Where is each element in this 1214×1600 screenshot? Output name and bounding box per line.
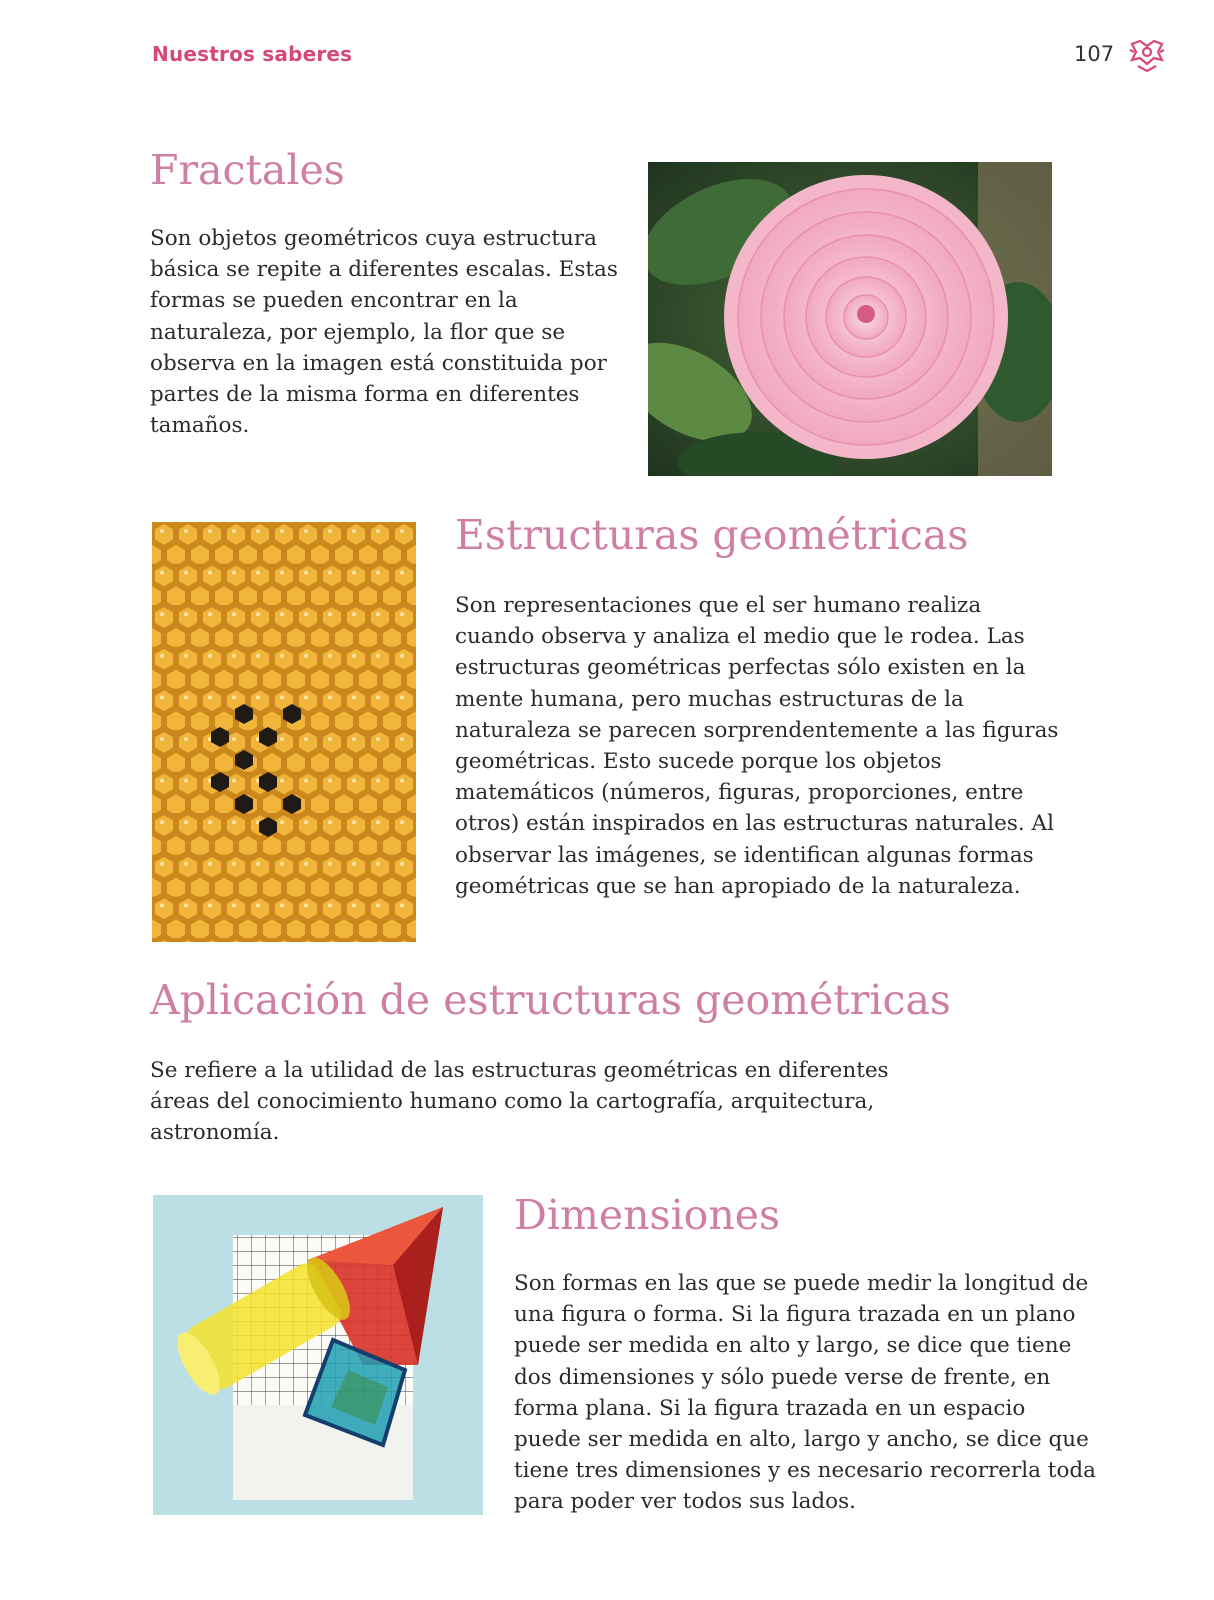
ornamental-emblem-icon — [1128, 38, 1166, 74]
estructuras-title: Estructuras geométricas — [455, 511, 969, 559]
honeycomb-photo — [152, 522, 416, 942]
pink-camellia-flower-photo — [648, 162, 1052, 476]
fractales-title: Fractales — [150, 146, 345, 194]
geometric-solids-photo — [153, 1195, 483, 1515]
running-header: Nuestros saberes — [152, 42, 353, 66]
dimensiones-body: Son formas en las que se puede medir la longitud de una figura o forma. Si la figura trazada en un plano puede ser medida en alto y largo, se dice que tiene dos dimensiones y sólo puede verse de frente, en forma plana. Si la figura trazada en un espacio puede ser medida en alto, largo y ancho, se dice que tiene tres dimensiones y es necesario recorrerla toda para poder ver todos sus lados. — [514, 1271, 1096, 1515]
dimensiones-title: Dimensiones — [514, 1191, 781, 1239]
aplicacion-body: Se refiere a la utilidad de las estructuras geométricas en diferentes áreas del conocimiento humano como la cartografía, arquitectura, astronomía. — [150, 1058, 889, 1146]
fractales-body: Son objetos geométricos cuya estructura básica se repite a diferentes escalas. Estas formas se pueden encontrar en la naturaleza, por ejemplo, la flor que se observa en la imagen está constituida por partes de la misma forma en diferentes tamaños. — [150, 226, 618, 439]
page-number: 107 — [1074, 42, 1115, 66]
aplicacion-title: Aplicación de estructuras geométricas — [150, 976, 951, 1024]
estructuras-body: Son representaciones que el ser humano realiza cuando observa y analiza el medio que le rodea. Las estructuras geométricas perfectas sólo existen en la mente humana, pero muchas estructuras de la naturaleza se parecen sorprendentemente a las figuras geométricas. Esto sucede porque los objetos matemáticos (números, figuras, proporciones, entre otros) están inspirados en las estructuras naturales. Al observar las imágenes, se identifican algunas formas geométricas que se han apropiado de la naturaleza. — [455, 593, 1059, 899]
